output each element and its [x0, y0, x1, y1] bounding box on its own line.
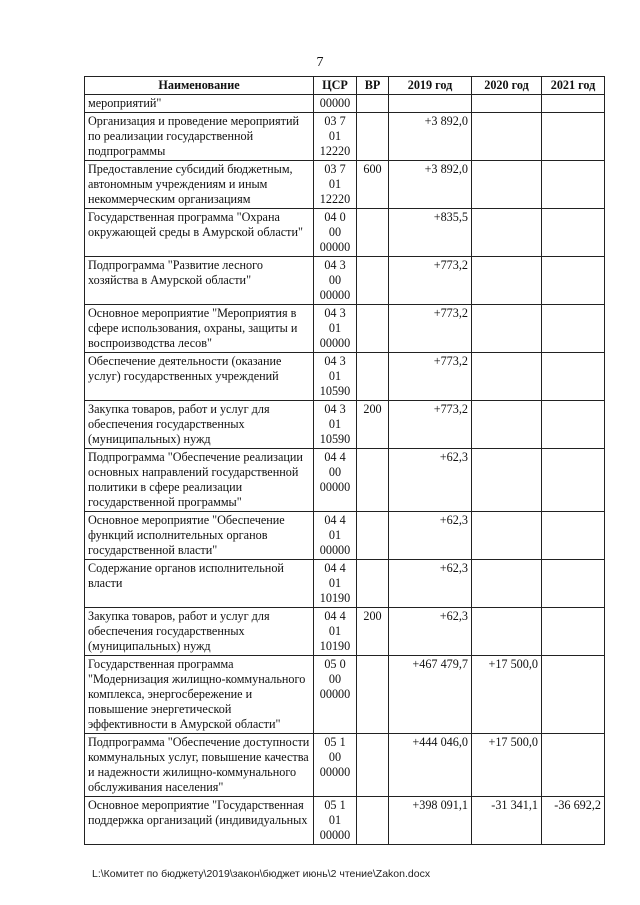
header-vr: ВР	[357, 77, 389, 95]
cell-2020: +17 500,0	[472, 656, 542, 734]
cell-vr	[357, 257, 389, 305]
cell-2020	[472, 449, 542, 512]
cell-csr: 04 4 01 10190	[314, 560, 357, 608]
cell-2019	[389, 95, 472, 113]
table-row	[85, 257, 605, 305]
cell-name: Государственная программа "Модернизация жилищно-коммунального комплекса, энергосбережение и повышение энергетической эффективности в Амурской области"	[85, 656, 314, 734]
cell-name: мероприятий"	[85, 95, 314, 113]
cell-vr	[357, 656, 389, 734]
table-row	[85, 560, 605, 608]
cell-2020	[472, 608, 542, 656]
table-row	[85, 797, 605, 845]
header-2020: 2020 год	[472, 77, 542, 95]
cell-csr: 04 3 01 10590	[314, 353, 357, 401]
cell-2019: +467 479,7	[389, 656, 472, 734]
cell-name: Обеспечение деятельности (оказание услуг) государственных учреждений	[85, 353, 314, 401]
cell-2020	[472, 161, 542, 209]
cell-2020	[472, 113, 542, 161]
cell-name: Предоставление субсидий бюджетным, автономным учреждениям и иным некоммерческим организациям	[85, 161, 314, 209]
cell-2020	[472, 257, 542, 305]
cell-vr	[357, 512, 389, 560]
cell-csr: 04 0 00 00000	[314, 209, 357, 257]
cell-2021	[542, 113, 605, 161]
cell-csr: 05 1 00 00000	[314, 734, 357, 797]
cell-2021	[542, 656, 605, 734]
table-row	[85, 161, 605, 209]
cell-vr	[357, 734, 389, 797]
cell-2019: +773,2	[389, 305, 472, 353]
cell-2019: +773,2	[389, 353, 472, 401]
cell-csr: 04 3 01 10590	[314, 401, 357, 449]
file-path-footer: L:\Комитет по бюджету\2019\закон\бюджет июнь\2 чтение\Zakon.docx	[92, 868, 431, 880]
cell-name: Содержание органов исполнительной власти	[85, 560, 314, 608]
cell-2021: -36 692,2	[542, 797, 605, 845]
table-row	[85, 608, 605, 656]
header-name: Наименование	[85, 77, 314, 95]
cell-name: Закупка товаров, работ и услуг для обеспечения государственных (муниципальных) нужд	[85, 401, 314, 449]
cell-vr: 200	[357, 401, 389, 449]
cell-name: Основное мероприятие "Мероприятия в сфере использования, охраны, защиты и воспроизводства лесов"	[85, 305, 314, 353]
cell-csr: 03 7 01 12220	[314, 161, 357, 209]
cell-vr: 600	[357, 161, 389, 209]
cell-2021	[542, 353, 605, 401]
cell-2021	[542, 449, 605, 512]
cell-name: Закупка товаров, работ и услуг для обеспечения государственных (муниципальных) нужд	[85, 608, 314, 656]
table-row	[85, 449, 605, 512]
cell-csr: 04 3 00 00000	[314, 257, 357, 305]
table-row	[85, 305, 605, 353]
cell-2021	[542, 257, 605, 305]
cell-2020: +17 500,0	[472, 734, 542, 797]
cell-2020: -31 341,1	[472, 797, 542, 845]
cell-name: Основное мероприятие "Государственная поддержка организаций (индивидуальных	[85, 797, 314, 845]
cell-vr	[357, 113, 389, 161]
cell-2020	[472, 560, 542, 608]
cell-2019: +398 091,1	[389, 797, 472, 845]
cell-2019: +62,3	[389, 512, 472, 560]
cell-name: Подпрограмма "Обеспечение реализации основных направлений государственной политики в сфере реализации государственной программы"	[85, 449, 314, 512]
table-row	[85, 512, 605, 560]
cell-name: Организация и проведение мероприятий по реализации государственной подпрограммы	[85, 113, 314, 161]
cell-vr	[357, 560, 389, 608]
cell-2021	[542, 560, 605, 608]
cell-2020	[472, 512, 542, 560]
cell-2021	[542, 512, 605, 560]
cell-vr	[357, 449, 389, 512]
cell-csr: 04 4 00 00000	[314, 449, 357, 512]
cell-vr	[357, 95, 389, 113]
cell-2021	[542, 401, 605, 449]
cell-2021	[542, 209, 605, 257]
page-number: 7	[316, 55, 324, 70]
cell-2020	[472, 353, 542, 401]
cell-vr: 200	[357, 608, 389, 656]
cell-csr: 04 4 01 10190	[314, 608, 357, 656]
cell-2021	[542, 161, 605, 209]
cell-2020	[472, 209, 542, 257]
header-csr: ЦСР	[314, 77, 357, 95]
cell-vr	[357, 353, 389, 401]
cell-2020	[472, 95, 542, 113]
cell-csr: 03 7 01 12220	[314, 113, 357, 161]
cell-2021	[542, 734, 605, 797]
cell-2019: +835,5	[389, 209, 472, 257]
cell-vr	[357, 305, 389, 353]
table-row	[85, 656, 605, 734]
cell-2021	[542, 95, 605, 113]
cell-csr: 05 0 00 00000	[314, 656, 357, 734]
cell-csr: 05 1 01 00000	[314, 797, 357, 845]
table-row	[85, 113, 605, 161]
table-row	[85, 734, 605, 797]
cell-2019: +62,3	[389, 449, 472, 512]
cell-csr: 00000	[314, 95, 357, 113]
cell-2019: +3 892,0	[389, 113, 472, 161]
cell-vr	[357, 209, 389, 257]
table-row	[85, 209, 605, 257]
cell-2019: +62,3	[389, 608, 472, 656]
cell-2019: +3 892,0	[389, 161, 472, 209]
header-2021: 2021 год	[542, 77, 605, 95]
cell-2021	[542, 608, 605, 656]
cell-2019: +444 046,0	[389, 734, 472, 797]
cell-2019: +62,3	[389, 560, 472, 608]
cell-name: Государственная программа "Охрана окружающей среды в Амурской области"	[85, 209, 314, 257]
cell-2019: +773,2	[389, 257, 472, 305]
cell-2020	[472, 401, 542, 449]
budget-table	[84, 76, 605, 845]
cell-name: Основное мероприятие "Обеспечение функций исполнительных органов государственной власти"	[85, 512, 314, 560]
cell-csr: 04 3 01 00000	[314, 305, 357, 353]
cell-csr: 04 4 01 00000	[314, 512, 357, 560]
table-row	[85, 401, 605, 449]
table-row	[85, 95, 605, 113]
cell-2019: +773,2	[389, 401, 472, 449]
table-row	[85, 353, 605, 401]
header-2019: 2019 год	[389, 77, 472, 95]
cell-vr	[357, 797, 389, 845]
cell-2021	[542, 305, 605, 353]
table-header-row	[85, 77, 605, 95]
cell-name: Подпрограмма "Обеспечение доступности коммунальных услуг, повышение качества и надежности жилищно-коммунального обслуживания населения"	[85, 734, 314, 797]
cell-name: Подпрограмма "Развитие лесного хозяйства в Амурской области"	[85, 257, 314, 305]
cell-2020	[472, 305, 542, 353]
